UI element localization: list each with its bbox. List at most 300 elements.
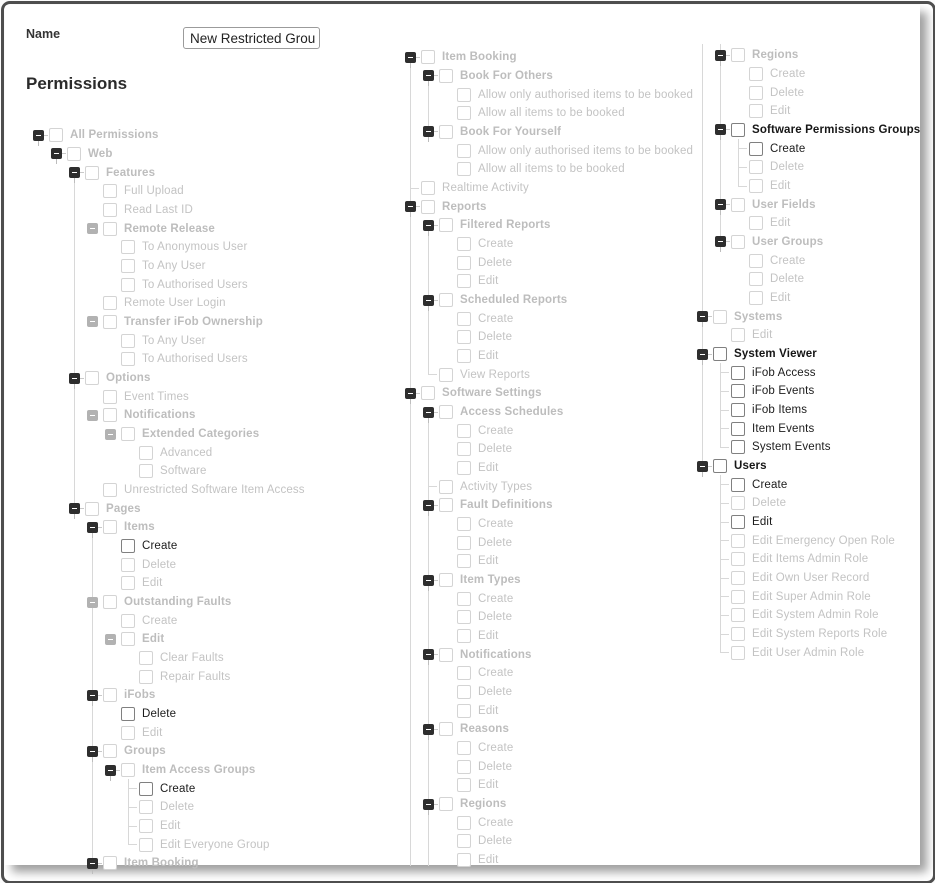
tree-node-ifob-items bbox=[697, 401, 807, 420]
label-notifications: Notifications bbox=[460, 648, 532, 661]
label-book-for-yourself: Book For Yourself bbox=[460, 126, 562, 138]
expander-slot bbox=[105, 611, 121, 630]
checkbox-edit bbox=[457, 629, 471, 643]
label-edit: Edit bbox=[770, 292, 791, 305]
label-edit: Edit bbox=[478, 275, 499, 288]
label-regions: Regions bbox=[752, 49, 799, 62]
tree-node-create bbox=[405, 421, 513, 440]
checkbox-edit bbox=[457, 853, 471, 867]
expander-slot bbox=[733, 102, 749, 121]
collapse-minus-icon[interactable] bbox=[87, 746, 98, 757]
label-item-types: Item Types bbox=[460, 574, 521, 587]
collapse-minus-icon[interactable] bbox=[87, 316, 98, 327]
collapse-minus-icon[interactable] bbox=[69, 167, 80, 178]
expander-slot bbox=[441, 421, 457, 440]
collapse-minus-icon[interactable] bbox=[69, 503, 80, 514]
expander-slot bbox=[715, 531, 731, 550]
checkbox-unrestricted-software-item-access bbox=[103, 483, 117, 497]
tree-node-software bbox=[33, 462, 207, 481]
expander-slot bbox=[123, 798, 139, 817]
expander-slot bbox=[441, 515, 457, 534]
tree-node-delete bbox=[697, 158, 804, 177]
expander-slot bbox=[441, 776, 457, 795]
checkbox-delete[interactable] bbox=[121, 707, 135, 721]
expander-slot bbox=[69, 163, 85, 182]
collapse-minus-icon[interactable] bbox=[33, 130, 44, 141]
expander-slot bbox=[87, 593, 103, 612]
expander-slot bbox=[441, 552, 457, 571]
label-edit: Edit bbox=[752, 516, 773, 529]
checkbox-delete bbox=[457, 760, 471, 774]
expander-slot bbox=[105, 537, 121, 556]
collapse-minus-icon[interactable] bbox=[697, 311, 708, 322]
tree-node-ifob-events bbox=[697, 382, 814, 401]
tree-node-create bbox=[405, 664, 513, 683]
checkbox-to-authorised-users bbox=[121, 278, 135, 292]
checkbox-systems bbox=[713, 310, 727, 324]
expander-slot bbox=[69, 369, 85, 388]
tree-node-edit-system-reports-role bbox=[697, 625, 887, 644]
collapse-minus-icon[interactable] bbox=[423, 724, 434, 735]
checkbox-create bbox=[457, 816, 471, 830]
tree-node-allow-all-items-to-be-booked bbox=[405, 160, 625, 179]
checkbox-to-any-user bbox=[121, 334, 135, 348]
collapse-minus-icon[interactable] bbox=[715, 236, 726, 247]
label-item-access-groups: Item Access Groups bbox=[142, 764, 256, 777]
tree-node-user-groups bbox=[697, 233, 823, 252]
checkbox-outstanding-faults bbox=[103, 595, 117, 609]
label-delete: Delete bbox=[770, 273, 805, 286]
tree-node-create bbox=[697, 475, 787, 494]
expander-slot bbox=[405, 384, 421, 403]
expander-slot bbox=[423, 403, 439, 422]
tree-node-to-anonymous-user bbox=[33, 238, 247, 257]
checkbox-create bbox=[749, 67, 763, 81]
label-edit: Edit bbox=[478, 779, 499, 792]
checkbox-to-anonymous-user bbox=[121, 240, 135, 254]
expander-slot bbox=[715, 382, 731, 401]
expander-slot bbox=[33, 126, 49, 145]
collapse-minus-icon[interactable] bbox=[105, 765, 116, 776]
expander-slot bbox=[441, 533, 457, 552]
collapse-minus-icon[interactable] bbox=[405, 388, 416, 399]
tree-node-edit bbox=[697, 102, 790, 121]
expander-slot bbox=[715, 401, 731, 420]
tree-node-edit bbox=[405, 459, 498, 478]
expander-slot bbox=[441, 85, 457, 104]
group-name-input[interactable] bbox=[183, 27, 320, 49]
tree-node-create bbox=[33, 537, 177, 556]
collapse-minus-icon[interactable] bbox=[105, 634, 116, 645]
expander-slot bbox=[441, 141, 457, 160]
expander-slot bbox=[423, 365, 439, 384]
label-edit: Edit bbox=[770, 217, 791, 230]
expander-slot bbox=[441, 627, 457, 646]
label-delete: Delete bbox=[478, 536, 513, 549]
checkbox-create[interactable] bbox=[731, 478, 745, 492]
tree-node-delete bbox=[405, 683, 512, 702]
checkbox-users[interactable] bbox=[713, 459, 727, 473]
collapse-minus-icon[interactable] bbox=[423, 799, 434, 810]
label-delete: Delete bbox=[478, 443, 513, 456]
label-delete: Delete bbox=[478, 256, 513, 269]
checkbox-edit bbox=[749, 179, 763, 193]
label-software-permissions-groups: Software Permissions Groups bbox=[752, 124, 921, 136]
label-ifob-events: iFob Events bbox=[752, 385, 815, 398]
expander-slot bbox=[441, 160, 457, 179]
checkbox-delete bbox=[121, 558, 135, 572]
tree-node-user-fields bbox=[697, 195, 816, 214]
tree-node-repair-faults bbox=[33, 667, 230, 686]
checkbox-software-permissions-groups[interactable] bbox=[731, 123, 745, 137]
tree-node-edit bbox=[405, 851, 498, 870]
tree-node-delete bbox=[33, 555, 176, 574]
tree-node-outstanding-faults bbox=[33, 593, 231, 612]
tree-node-delete bbox=[405, 608, 512, 627]
expander-slot bbox=[87, 854, 103, 873]
expander-slot bbox=[441, 235, 457, 254]
checkbox-edit-items-admin-role bbox=[731, 552, 745, 566]
tree-node-edit bbox=[697, 289, 790, 308]
tree-node-edit bbox=[697, 513, 772, 532]
collapse-minus-icon[interactable] bbox=[87, 223, 98, 234]
checkbox-delete bbox=[457, 834, 471, 848]
expander-slot bbox=[405, 179, 421, 198]
label-systems: Systems bbox=[734, 310, 783, 323]
collapse-minus-icon[interactable] bbox=[715, 199, 726, 210]
tree-node-edit bbox=[33, 817, 180, 836]
expander-slot bbox=[441, 851, 457, 870]
label-edit-everyone-group: Edit Everyone Group bbox=[160, 838, 270, 851]
expander-slot bbox=[441, 589, 457, 608]
tree-node-item-booking bbox=[405, 48, 517, 67]
checkbox-item-booking bbox=[421, 50, 435, 64]
collapse-minus-icon[interactable] bbox=[105, 429, 116, 440]
label-view-reports: View Reports bbox=[460, 368, 530, 381]
label-extended-categories: Extended Categories bbox=[142, 428, 260, 441]
checkbox-view-reports bbox=[439, 368, 453, 382]
expander-slot bbox=[441, 459, 457, 478]
expander-slot bbox=[715, 326, 731, 345]
tree-node-extended-categories bbox=[33, 425, 259, 444]
label-reports: Reports bbox=[442, 200, 487, 213]
tree-node-delete bbox=[405, 533, 512, 552]
collapse-minus-icon[interactable] bbox=[715, 124, 726, 135]
label-edit: Edit bbox=[478, 555, 499, 568]
label-fault-definitions: Fault Definitions bbox=[460, 499, 553, 512]
label-users: Users bbox=[734, 460, 767, 473]
expander-slot bbox=[733, 83, 749, 102]
expander-slot bbox=[405, 48, 421, 67]
label-delete: Delete bbox=[142, 708, 177, 721]
checkbox-groups bbox=[103, 744, 117, 758]
tree-node-software-permissions-groups bbox=[697, 121, 920, 140]
collapse-minus-icon[interactable] bbox=[697, 461, 708, 472]
checkbox-create bbox=[457, 741, 471, 755]
checkbox-book-for-others bbox=[439, 69, 453, 83]
expander-slot bbox=[123, 667, 139, 686]
label-edit: Edit bbox=[478, 350, 499, 363]
tree-node-create bbox=[697, 139, 805, 158]
expander-slot bbox=[441, 739, 457, 758]
label-create: Create bbox=[478, 592, 514, 605]
checkbox-extended-categories bbox=[121, 427, 135, 441]
tree-node-create bbox=[405, 739, 513, 758]
label-allow-all-items-to-be-booked: Allow all items to be booked bbox=[478, 107, 625, 120]
expander-slot bbox=[441, 683, 457, 702]
label-book-for-others: Book For Others bbox=[460, 69, 553, 82]
expander-slot bbox=[423, 571, 439, 590]
expander-slot bbox=[715, 625, 731, 644]
tree-node-allow-only-authorised-items-to-be-booked bbox=[405, 141, 693, 160]
checkbox-create[interactable] bbox=[121, 539, 135, 553]
tree-node-delete bbox=[405, 328, 512, 347]
checkbox-filtered-reports bbox=[439, 218, 453, 232]
checkbox-repair-faults bbox=[139, 670, 153, 684]
expander-slot bbox=[715, 46, 731, 65]
collapse-minus-icon[interactable] bbox=[51, 148, 62, 159]
tree-node-delete bbox=[405, 440, 512, 459]
checkbox-edit bbox=[749, 216, 763, 230]
checkbox-edit bbox=[457, 554, 471, 568]
label-item-booking: Item Booking bbox=[124, 857, 199, 870]
checkbox-software bbox=[139, 464, 153, 478]
label-advanced: Advanced bbox=[160, 446, 213, 459]
collapse-minus-icon[interactable] bbox=[697, 349, 708, 360]
tree-node-edit bbox=[405, 272, 498, 291]
tree-node-ifob-access bbox=[697, 363, 816, 382]
checkbox-software-settings bbox=[421, 386, 435, 400]
checkbox-ifobs bbox=[103, 688, 117, 702]
tree-node-web bbox=[33, 145, 113, 164]
collapse-minus-icon[interactable] bbox=[423, 575, 434, 586]
expander-slot bbox=[441, 701, 457, 720]
checkbox-notifications bbox=[439, 648, 453, 662]
label-edit: Edit bbox=[478, 854, 499, 867]
tree-node-notifications bbox=[405, 645, 532, 664]
label-item-events: Item Events bbox=[752, 422, 815, 435]
tree-node-edit-everyone-group bbox=[33, 835, 270, 854]
tree-node-items bbox=[33, 518, 155, 537]
tree-node-edit bbox=[405, 701, 498, 720]
tree-node-users bbox=[697, 457, 767, 476]
expander-slot bbox=[715, 643, 731, 662]
tree-node-ifobs bbox=[33, 686, 155, 705]
label-allow-all-items-to-be-booked: Allow all items to be booked bbox=[478, 163, 625, 176]
expander-slot bbox=[697, 345, 713, 364]
collapse-minus-icon[interactable] bbox=[87, 410, 98, 421]
expander-slot bbox=[423, 645, 439, 664]
tree-node-advanced bbox=[33, 443, 212, 462]
label-clear-faults: Clear Faults bbox=[160, 652, 224, 665]
checkbox-allow-only-authorised-items-to-be-booked bbox=[457, 88, 471, 102]
checkbox-create[interactable] bbox=[139, 782, 153, 796]
checkbox-reasons bbox=[439, 722, 453, 736]
expander-slot bbox=[715, 494, 731, 513]
tree-node-view-reports bbox=[405, 365, 530, 384]
tree-node-edit-own-user-record bbox=[697, 569, 869, 588]
label-create: Create bbox=[142, 540, 178, 553]
checkbox-read-last-id bbox=[103, 203, 117, 217]
collapse-minus-icon[interactable] bbox=[423, 500, 434, 511]
label-unrestricted-software-item-access: Unrestricted Software Item Access bbox=[124, 484, 305, 497]
checkbox-delete bbox=[457, 330, 471, 344]
label-full-upload: Full Upload bbox=[124, 185, 184, 198]
expander-slot bbox=[87, 313, 103, 332]
collapse-minus-icon[interactable] bbox=[87, 690, 98, 701]
label-ifob-access: iFob Access bbox=[752, 366, 816, 379]
label-edit: Edit bbox=[142, 577, 163, 590]
label-to-anonymous-user: To Anonymous User bbox=[142, 241, 248, 254]
expander-slot bbox=[733, 177, 749, 196]
label-edit: Edit bbox=[478, 462, 499, 475]
collapse-minus-icon[interactable] bbox=[423, 126, 434, 137]
expander-slot bbox=[733, 289, 749, 308]
checkbox-create[interactable] bbox=[749, 142, 763, 156]
checkbox-edit bbox=[749, 104, 763, 118]
collapse-minus-icon[interactable] bbox=[87, 522, 98, 533]
expander-slot bbox=[715, 121, 731, 140]
tree-node-access-schedules bbox=[405, 403, 563, 422]
label-reasons: Reasons bbox=[460, 723, 509, 736]
expander-slot bbox=[123, 462, 139, 481]
checkbox-edit[interactable] bbox=[731, 515, 745, 529]
checkbox-activity-types bbox=[439, 480, 453, 494]
tree-node-full-upload bbox=[33, 182, 184, 201]
tree-node-edit bbox=[697, 326, 772, 345]
collapse-minus-icon[interactable] bbox=[423, 70, 434, 81]
tree-node-regions bbox=[697, 46, 798, 65]
expander-slot bbox=[105, 705, 121, 724]
checkbox-edit bbox=[121, 632, 135, 646]
expander-slot bbox=[733, 158, 749, 177]
label-items: Items bbox=[124, 521, 155, 534]
expander-slot bbox=[105, 761, 121, 780]
tree-node-to-any-user bbox=[33, 257, 206, 276]
collapse-minus-icon[interactable] bbox=[423, 220, 434, 231]
checkbox-user-fields bbox=[731, 198, 745, 212]
tree-node-create bbox=[405, 235, 513, 254]
label-edit-emergency-open-role: Edit Emergency Open Role bbox=[752, 534, 895, 547]
checkbox-allow-only-authorised-items-to-be-booked bbox=[457, 144, 471, 158]
checkbox-regions bbox=[731, 48, 745, 62]
label-outstanding-faults: Outstanding Faults bbox=[124, 596, 232, 609]
checkbox-system-viewer[interactable] bbox=[713, 347, 727, 361]
expander-slot bbox=[87, 219, 103, 238]
collapse-minus-icon[interactable] bbox=[423, 407, 434, 418]
collapse-minus-icon[interactable] bbox=[87, 858, 98, 869]
expander-slot bbox=[715, 438, 731, 457]
checkbox-system-events[interactable] bbox=[731, 440, 745, 454]
collapse-minus-icon[interactable] bbox=[87, 597, 98, 608]
checkbox-fault-definitions bbox=[439, 498, 453, 512]
checkbox-ifob-items[interactable] bbox=[731, 403, 745, 417]
checkbox-regions bbox=[439, 797, 453, 811]
checkbox-item-events[interactable] bbox=[731, 422, 745, 436]
checkbox-items bbox=[103, 520, 117, 534]
collapse-minus-icon[interactable] bbox=[423, 295, 434, 306]
label-edit: Edit bbox=[770, 105, 791, 118]
expander-slot bbox=[87, 182, 103, 201]
expander-slot bbox=[715, 363, 731, 382]
name-label: Name bbox=[26, 27, 61, 41]
label-delete: Delete bbox=[752, 497, 787, 510]
checkbox-create bbox=[457, 517, 471, 531]
checkbox-item-booking bbox=[103, 856, 117, 870]
label-create: Create bbox=[478, 424, 514, 437]
tree-node-options bbox=[33, 369, 151, 388]
expander-slot bbox=[715, 550, 731, 569]
tree-node-groups bbox=[33, 742, 166, 761]
collapse-minus-icon[interactable] bbox=[423, 649, 434, 660]
checkbox-all-permissions bbox=[49, 128, 63, 142]
collapse-minus-icon[interactable] bbox=[715, 50, 726, 61]
tree-node-pages bbox=[33, 499, 141, 518]
expander-slot bbox=[123, 817, 139, 836]
label-access-schedules: Access Schedules bbox=[460, 406, 564, 419]
checkbox-allow-all-items-to-be-booked bbox=[457, 106, 471, 120]
tree-node-fault-definitions bbox=[405, 496, 553, 515]
expander-slot bbox=[105, 630, 121, 649]
collapse-minus-icon[interactable] bbox=[405, 201, 416, 212]
collapse-minus-icon[interactable] bbox=[405, 52, 416, 63]
expander-slot bbox=[715, 569, 731, 588]
expander-slot bbox=[423, 67, 439, 86]
label-create: Create bbox=[478, 816, 514, 829]
checkbox-delete bbox=[457, 685, 471, 699]
expander-slot bbox=[69, 499, 85, 518]
expander-slot bbox=[87, 294, 103, 313]
checkbox-create bbox=[457, 424, 471, 438]
label-user-groups: User Groups bbox=[752, 236, 824, 249]
checkbox-edit bbox=[457, 274, 471, 288]
expander-slot bbox=[87, 406, 103, 425]
checkbox-delete bbox=[457, 610, 471, 624]
expander-slot bbox=[697, 307, 713, 326]
checkbox-edit-super-admin-role bbox=[731, 590, 745, 604]
checkbox-remote-user-login bbox=[103, 296, 117, 310]
label-delete: Delete bbox=[478, 686, 513, 699]
tree-node-all-permissions bbox=[33, 126, 159, 145]
checkbox-ifob-events[interactable] bbox=[731, 384, 745, 398]
checkbox-web bbox=[67, 147, 81, 161]
checkbox-edit bbox=[121, 726, 135, 740]
checkbox-book-for-yourself bbox=[439, 125, 453, 139]
tree-node-delete bbox=[405, 832, 512, 851]
label-regions: Regions bbox=[460, 798, 507, 811]
tree-node-edit bbox=[405, 627, 498, 646]
tree-node-notifications bbox=[33, 406, 196, 425]
tree-node-to-authorised-users bbox=[33, 350, 248, 369]
label-delete: Delete bbox=[478, 760, 513, 773]
checkbox-ifob-access[interactable] bbox=[731, 366, 745, 380]
tree-node-create bbox=[405, 309, 513, 328]
checkbox-remote-release bbox=[103, 222, 117, 236]
collapse-minus-icon[interactable] bbox=[69, 373, 80, 384]
expander-slot bbox=[423, 291, 439, 310]
expander-slot bbox=[441, 608, 457, 627]
expander-slot bbox=[123, 779, 139, 798]
checkbox-transfer-ifob-ownership bbox=[103, 315, 117, 329]
tree-node-create bbox=[405, 515, 513, 534]
expander-slot bbox=[423, 477, 439, 496]
expander-slot bbox=[87, 686, 103, 705]
tree-node-delete bbox=[405, 253, 512, 272]
tree-node-delete bbox=[405, 757, 512, 776]
checkbox-scheduled-reports bbox=[439, 293, 453, 307]
label-edit: Edit bbox=[478, 630, 499, 643]
checkbox-delete bbox=[139, 800, 153, 814]
